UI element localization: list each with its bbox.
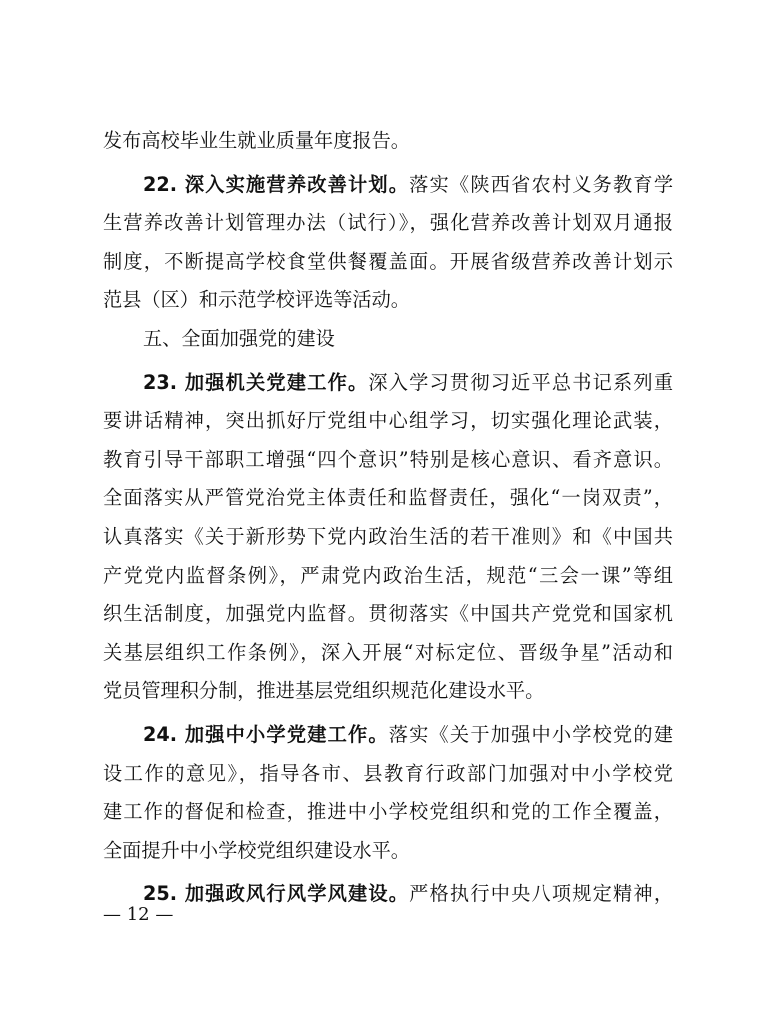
item-22-title: 22. 深入实施营养改善计划。 xyxy=(143,172,410,196)
text-line: 发布高校毕业生就业质量年度报告。 xyxy=(103,129,410,152)
text-line: 教育引导干部职工增强“四个意识”特别是核心意识、看齐意识。 xyxy=(103,447,673,471)
text-line: 设工作的意见》，指导各市、县教育行政部门加强对中小学校党 xyxy=(103,761,673,785)
item-24-line xyxy=(103,716,673,755)
item-22-line xyxy=(103,166,673,205)
text-line: 关基层组织工作条例》，深入开展“对标定位、晋级争星”活动和 xyxy=(103,640,673,664)
item-23-line xyxy=(103,364,673,403)
item-24-title: 24. 加强中小学党建工作。 xyxy=(143,722,389,746)
item-25-line xyxy=(103,875,673,914)
item-23-text: 深入学习贯彻习近平总书记系列重 xyxy=(368,370,673,394)
text-line: 要讲话精神，突出抓好厅党组中心组学习，切实强化理论武装， xyxy=(103,409,673,433)
document-body xyxy=(103,122,673,914)
text-line: 产党党内监督条例》，严肃党内政治生活，规范“三会一课”等组 xyxy=(103,563,673,587)
text-line: 建工作的督促和检查，推进中小学校党组织和党的工作全覆盖， xyxy=(103,800,673,824)
item-25-text: 严格执行中央八项规定精神， xyxy=(409,882,673,906)
section-heading: 五、全面加强党的建设 xyxy=(143,326,335,350)
text-line: 织生活制度，加强党内监督。贯彻落实《中国共产党党和国家机 xyxy=(103,602,673,626)
item-23-title: 23. 加强机关党建工作。 xyxy=(143,370,369,394)
item-22-text: 落实《陕西省农村义务教育学 xyxy=(409,172,673,196)
text-line: 全面落实从严管党治党主体责任和监督责任，强化“一岗双责”， xyxy=(103,486,673,510)
text-line: 生营养改善计划管理办法（试行）》，强化营养改善计划双月通报 xyxy=(103,211,673,235)
page-number: — 12 — xyxy=(103,904,174,925)
text-line: 全面提升中小学校党组织建设水平。 xyxy=(103,838,410,862)
text-line: 范县（区）和示范学校评选等活动。 xyxy=(103,288,410,312)
text-line: 认真落实《关于新形势下党内政治生活的若干准则》和《中国共 xyxy=(103,524,673,548)
text-line: 党员管理积分制，推进基层党组织规范化建设水平。 xyxy=(103,679,545,703)
item-24-text: 落实《关于加强中小学校党的建 xyxy=(388,722,673,746)
text-line: 制度，不断提高学校食堂供餐覆盖面。开展省级营养改善计划示 xyxy=(103,249,673,273)
item-25-title: 25. 加强政风行风学风建设。 xyxy=(143,882,410,906)
